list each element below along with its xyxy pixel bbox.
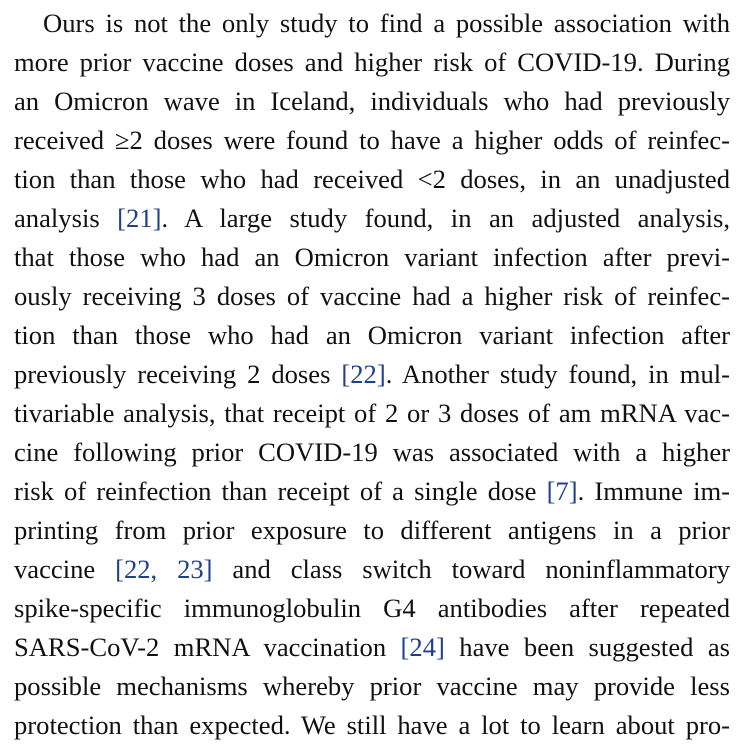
citation-link[interactable]: [22, 23] <box>115 554 213 584</box>
paragraph-text: spike-specific immunoglobulin G4 antibodies after repeated <box>14 593 730 623</box>
paragraph-text: vaccine <box>14 554 116 584</box>
citation-link[interactable]: [7] <box>546 476 578 506</box>
paragraph-text: Ours is not the only study to find a possible association with <box>43 8 730 38</box>
paragraph-text: that those who had an Omicron variant infection after previ- <box>14 242 730 272</box>
paragraph-line <box>14 82 730 121</box>
paragraph-text: more prior vaccine doses and higher risk of COVID-19. During <box>14 47 730 77</box>
paragraph-text: . A large study found, in an adjusted analysis, <box>161 203 730 233</box>
paragraph-text: and class switch toward noninflammatory <box>212 554 730 584</box>
citation-link[interactable]: [22] <box>341 359 386 389</box>
paragraph-text: printing from prior exposure to different antigens in a prior <box>14 515 730 545</box>
paragraph-line <box>14 238 730 277</box>
paragraph-text: an Omicron wave in Iceland, individuals who had previously <box>14 86 730 116</box>
paragraph-line <box>14 394 730 433</box>
citation-link[interactable]: [24] <box>400 632 445 662</box>
paragraph-text: . Another study found, in mul- <box>385 359 730 389</box>
paragraph-line <box>14 628 730 667</box>
paragraph-line <box>14 4 730 43</box>
paragraph-text: cine following prior COVID-19 was associated with a higher <box>14 437 730 467</box>
paragraph-text: tion than those who had an Omicron variant infection after <box>14 320 730 350</box>
paragraph-line <box>14 316 730 355</box>
paragraph-text: have been suggested as <box>444 632 730 662</box>
paragraph-text: received ≥2 doses were found to have a higher odds of reinfec- <box>14 125 730 155</box>
paragraph-text: previously receiving 2 doses <box>14 359 342 389</box>
paragraph-line <box>14 43 730 82</box>
paragraph-text: ously receiving 3 doses of vaccine had a higher risk of reinfec- <box>14 281 730 311</box>
paper-paragraph <box>14 4 730 745</box>
paragraph-line <box>14 121 730 160</box>
paragraph-text: possible mechanisms whereby prior vaccine may provide less <box>14 671 730 701</box>
paragraph-line <box>14 433 730 472</box>
paragraph-line <box>14 550 730 589</box>
paragraph-line <box>14 160 730 199</box>
paragraph-line <box>14 706 730 745</box>
paragraph-text: protection than expected. We still have a lot to learn about pro- <box>14 710 730 740</box>
paragraph-text: . Immune im- <box>577 476 730 506</box>
paragraph-text: tion than those who had received <2 doses, in an unadjusted <box>14 164 730 194</box>
citation-link[interactable]: [21] <box>117 203 162 233</box>
paragraph-line <box>14 277 730 316</box>
paragraph-line <box>14 199 730 238</box>
paragraph-line <box>14 667 730 706</box>
paragraph-text: tivariable analysis, that receipt of 2 or 3 doses of am mRNA vac- <box>14 398 730 428</box>
paragraph-text: risk of reinfection than receipt of a single dose <box>14 476 547 506</box>
paragraph-line <box>14 589 730 628</box>
paragraph-line <box>14 355 730 394</box>
paragraph-line <box>14 511 730 550</box>
paragraph-text: analysis <box>14 203 118 233</box>
paragraph-text: SARS-CoV-2 mRNA vaccination <box>14 632 401 662</box>
paragraph-line <box>14 472 730 511</box>
